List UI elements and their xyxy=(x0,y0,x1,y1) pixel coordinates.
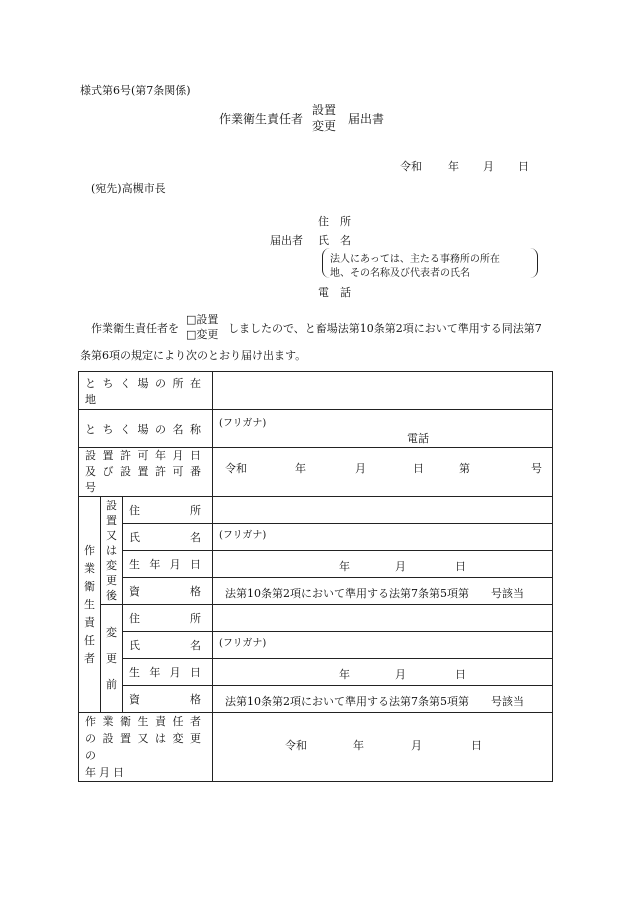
after-name-label: 氏 名 xyxy=(123,524,213,551)
date-day: 日 xyxy=(518,160,529,173)
before-qualification-text: 法第10条第2項において準用する法第7条第5項第 号該当 xyxy=(225,695,524,708)
address-label: 住 所 xyxy=(318,215,351,228)
permit-label xyxy=(79,448,213,497)
change-year: 年 xyxy=(353,739,364,752)
title-option-change: 変更 xyxy=(312,119,337,133)
statement-part1: 作業衛生責任者を xyxy=(91,322,179,335)
change-month: 月 xyxy=(411,739,422,752)
location-field[interactable] xyxy=(213,372,553,410)
after-qualification-text: 法第10条第2項において準用する法第7条第5項第 号該当 xyxy=(225,587,524,600)
after-dob-month: 月 xyxy=(395,560,406,573)
after-qualification-field[interactable] xyxy=(213,578,553,605)
title-prefix: 作業衛生責任者 xyxy=(219,112,304,126)
permit-day: 日 xyxy=(413,462,424,475)
date-year: 年 xyxy=(448,160,459,173)
change-date-label-line3: 年月日 xyxy=(85,766,127,779)
permit-number-prefix: 第 xyxy=(459,462,470,475)
title-suffix: 届出書 xyxy=(348,112,385,126)
officer-label: 作業衛生責任者 xyxy=(79,497,101,713)
permit-number-suffix: 号 xyxy=(531,462,542,475)
before-name-field[interactable] xyxy=(213,632,553,659)
change-date-field[interactable] xyxy=(213,713,553,782)
change-date-label xyxy=(79,713,213,782)
furigana-label: (フリガナ) xyxy=(219,418,267,429)
after-qualification-label: 資 格 xyxy=(123,578,213,605)
change-date-label-line2: の設置又は変更の xyxy=(85,732,206,762)
statement-part2: しましたので、と畜場法第10条第2項において準用する同法第7 xyxy=(228,322,542,335)
permit-month: 月 xyxy=(355,462,366,475)
after-address-label: 住 所 xyxy=(123,497,213,524)
statement-line2: 条第6項の規定により次のとおり届け出ます。 xyxy=(80,349,307,362)
before-dob-day: 日 xyxy=(455,668,466,681)
permit-field[interactable] xyxy=(213,448,553,497)
after-address-field[interactable] xyxy=(213,497,553,524)
permit-era: 令和 xyxy=(225,462,247,475)
after-dob-label: 生年月日 xyxy=(123,551,213,578)
after-name-field[interactable] xyxy=(213,524,553,551)
corporation-note-line1: 法人にあっては、主たる事務所の所在 xyxy=(330,254,500,265)
before-qualification-label: 資 格 xyxy=(123,686,213,713)
before-dob-field[interactable] xyxy=(213,659,553,686)
before-dob-label: 生年月日 xyxy=(123,659,213,686)
before-qualification-field[interactable] xyxy=(213,686,553,713)
corporation-note-line2: 地、その名称及び代表者の氏名 xyxy=(330,268,470,279)
change-era: 令和 xyxy=(285,739,307,752)
statement-checkbox-change[interactable]: □変更 xyxy=(186,328,219,341)
permit-year: 年 xyxy=(295,462,306,475)
before-dob-month: 月 xyxy=(395,668,406,681)
form-number: 様式第6号(第7条関係) xyxy=(80,84,191,97)
date-era: 令和 xyxy=(400,160,422,173)
notifier-label: 届出者 xyxy=(270,234,303,247)
title-option-setup: 設置 xyxy=(312,103,337,117)
statement-checkbox-setup[interactable]: □設置 xyxy=(186,313,219,326)
before-name-label: 氏 名 xyxy=(123,632,213,659)
after-label: 設置又は変更後 xyxy=(101,497,123,605)
before-label: 変更前 xyxy=(101,605,123,713)
name-label: 氏 名 xyxy=(318,234,351,247)
before-address-field[interactable] xyxy=(213,605,553,632)
registration-table xyxy=(78,371,553,782)
location-label: とちく場の所在地 xyxy=(79,372,213,410)
slaughterhouse-name-field[interactable] xyxy=(213,410,553,448)
permit-label-line2: 及び設置許可番号 xyxy=(85,465,206,494)
after-dob-year: 年 xyxy=(339,560,350,573)
phone-label: 電 話 xyxy=(318,286,351,299)
after-dob-field[interactable] xyxy=(213,551,553,578)
change-date-label-line1: 作業衛生責任者 xyxy=(85,715,206,728)
phone-label-table: 電話 xyxy=(407,432,429,445)
date-month: 月 xyxy=(483,160,494,173)
before-furigana: (フリガナ) xyxy=(219,638,267,649)
permit-label-line1: 設置許可年月日 xyxy=(85,449,206,462)
before-dob-year: 年 xyxy=(339,668,350,681)
before-address-label: 住 所 xyxy=(123,605,213,632)
slaughterhouse-name-label: とちく場の名称 xyxy=(79,410,213,448)
change-day: 日 xyxy=(471,739,482,752)
addressee: (宛先)高槻市長 xyxy=(91,182,166,195)
after-dob-day: 日 xyxy=(455,560,466,573)
after-furigana: (フリガナ) xyxy=(219,530,267,541)
